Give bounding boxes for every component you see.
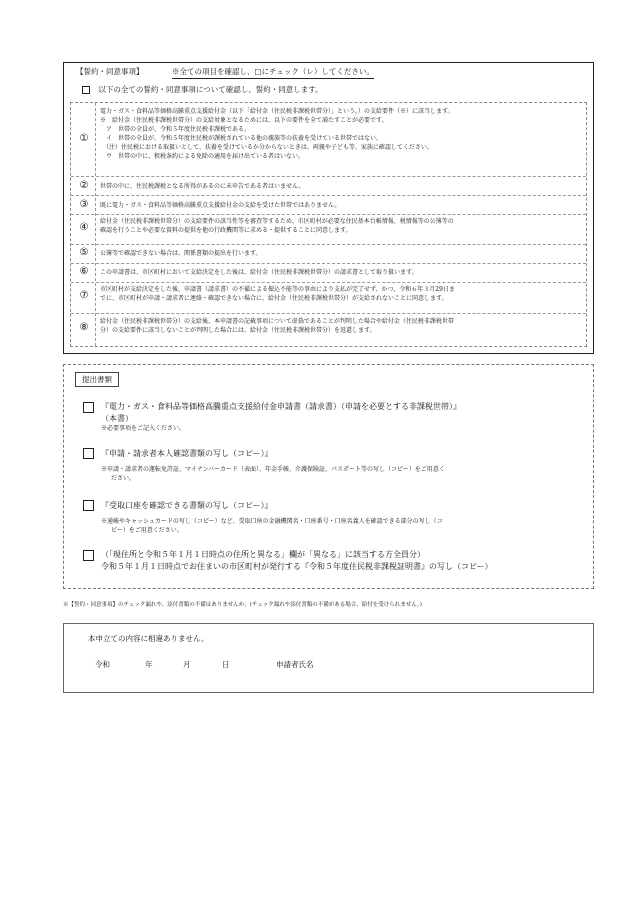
document-checkbox[interactable] — [83, 402, 94, 413]
consent-all-checkbox[interactable] — [82, 86, 90, 94]
document-checkbox[interactable] — [83, 550, 94, 561]
item-line: 分）の支給要件に該当しないことが判明した場合には、給付金（住民税非課税世帯分）を返還します。 — [100, 327, 376, 334]
document-title-cont: （本書） — [101, 413, 133, 423]
consent-item-7 — [100, 285, 584, 303]
date-day[interactable]: 日 — [222, 660, 230, 669]
column-divider — [95, 103, 96, 346]
footnote: ※【誓約・同意事項】のチェック漏れや、添付書類の不備はありませんか。(チェック漏れや添付書類の不備がある場合、給付を受けられません。) — [63, 602, 422, 608]
divider — [71, 195, 586, 196]
consent-all-row: 以下の全ての誓約・同意事項について確認し、誓約・同意します。 — [82, 85, 323, 96]
document-checkbox[interactable] — [83, 500, 94, 511]
consent-item-2 — [100, 182, 584, 191]
divider — [71, 313, 586, 314]
document-item-1 — [101, 401, 586, 433]
consent-item-1 — [100, 107, 584, 161]
item-line: 給付金（住民税非課税世帯分）の支給要件の該当性等を審査等するため、市区町村が必要な住民基本台帳情報、税情報等の公簿等の — [100, 218, 454, 225]
document-title-cont: 令和５年１月１日時点でお住まいの市区町村が発行する『令和５年度住民税非課税証明書』の写し（コピー） — [101, 561, 493, 571]
consent-heading-note: ※全ての項目を確認し、□にチェック（レ）してください。 — [172, 67, 374, 79]
item-line: （注）住民税における取扱いとして、扶養を受けているか分からないときは、両親や子ども等、家族に確認してください。 — [100, 144, 433, 151]
document-item-4 — [101, 549, 586, 572]
documents-heading: 提出書類 — [75, 372, 119, 387]
consent-item-5 — [100, 249, 584, 258]
document-note: ※通帳やキャッシュカードの写し（コピー）など、受取口座の金融機関名・口座番号・口座名義人を確認できる部分の写し（コ — [101, 517, 443, 525]
divider — [71, 282, 586, 283]
document-note-cont: ピー）をご用意ください。 — [111, 526, 183, 534]
consent-item-8 — [100, 317, 584, 335]
item-number: ④ — [79, 222, 89, 233]
document-note: ※必要事項をご記入ください。 — [101, 425, 186, 433]
consent-item-3 — [100, 201, 584, 210]
item-number: ⑥ — [79, 266, 89, 277]
divider — [71, 214, 586, 215]
document-title: （「現住所と令和５年１月１日時点の住所と異なる」欄が「異なる」に該当する方全員分） — [101, 550, 425, 559]
item-line: イ 世帯の全員が、令和５年度住民税が課税されている他の親族等の扶養を受けている世帯ではない。 — [100, 135, 383, 142]
document-title: 『受取口座を確認できる書類の写し（コピー）』 — [101, 501, 273, 510]
document-checkbox[interactable] — [83, 448, 94, 459]
item-line: ア 世帯の全員が、令和５年度住民税非課税である。 — [100, 126, 251, 133]
document-item-3 — [101, 500, 586, 535]
item-number: ① — [79, 133, 89, 144]
divider — [71, 176, 586, 177]
item-number: ⑦ — [79, 290, 89, 301]
document-note: ※申請・請求者の運転免許証、マイナンバーカード（表面）、年金手帳、介護保険証、パスポート等の写し（コピー）をご用意く — [101, 465, 445, 473]
item-line: 世帯の中に、住民税課税となる所得があるのに未申告である者はいません。 — [100, 183, 305, 190]
consent-item-6 — [100, 268, 584, 277]
item-line: 給付金（住民税非課税世帯分）の支給後、本申請書の記載事項について虚偽であることが判明した場合や給付金（住民税非課税世帯 — [100, 318, 454, 325]
item-line: 既に電力・ガス・食料品等価格高騰重点支援給付金の支給を受けた世帯ではありません。 — [100, 202, 341, 209]
consent-heading: 【誓約・同意事項】 — [76, 67, 144, 76]
item-number: ③ — [79, 199, 89, 210]
date-era: 令和 — [95, 660, 110, 669]
divider — [71, 263, 586, 264]
item-line: ※ 給付金（住民税非課税世帯分）の支給対象となるためには、以下の要件を全て満たすことが必要です。 — [100, 117, 388, 124]
divider — [71, 244, 586, 245]
item-line: 確認を行うことや必要な資料の提供を他の行政機関等に求める・提供することに同意します。 — [100, 227, 352, 234]
item-number: ② — [79, 180, 89, 191]
item-line: 市区町村が支給決定をした後、申請書（請求書）の不備による振込不能等の事由により支払が完了せず、かつ、令和６年３月29日ま — [100, 286, 455, 293]
consent-item-4 — [100, 217, 584, 235]
document-note-cont: ださい。 — [111, 474, 136, 482]
date-month[interactable]: 月 — [183, 660, 191, 669]
document-title: 『申請・請求者本人確認書類の写し（コピー）』 — [101, 449, 273, 458]
date-year[interactable]: 年 — [145, 660, 153, 669]
document-title: 『電力・ガス・食料品等価格高騰重点支援給付金申請書（請求書）（申請を必要とする非課税世帯）』 — [101, 402, 461, 411]
item-line: 電力・ガス・食料品等価格高騰重点支援給付金（以下「給付金（住民税非課税世帯分）」という。）の支給要件（※）に該当します。 — [100, 108, 454, 115]
item-line: この申請書は、市区町村において支給決定をした後は、給付金（住民税非課税世帯分）の請求書として取り扱います。 — [100, 269, 418, 276]
document-item-2 — [101, 448, 586, 483]
applicant-name-label: 申請者氏名 — [276, 660, 314, 669]
item-number: ⑧ — [79, 322, 89, 333]
item-line: でに、市区町村が申請・請求者に連絡・確認できない場合に、給付金（住民税非課税世帯分）が支給されないことに同意します。 — [100, 295, 448, 302]
item-line: ウ 世帯の中に、租税条約による免除の適用を届け出ている者はいない。 — [100, 153, 305, 160]
item-line: 公簿等で確認できない場合は、関係書類の提出を行います。 — [100, 250, 262, 257]
signature-statement: 本申立ての内容に相違ありません。 — [88, 634, 209, 643]
item-number: ⑤ — [79, 247, 89, 258]
